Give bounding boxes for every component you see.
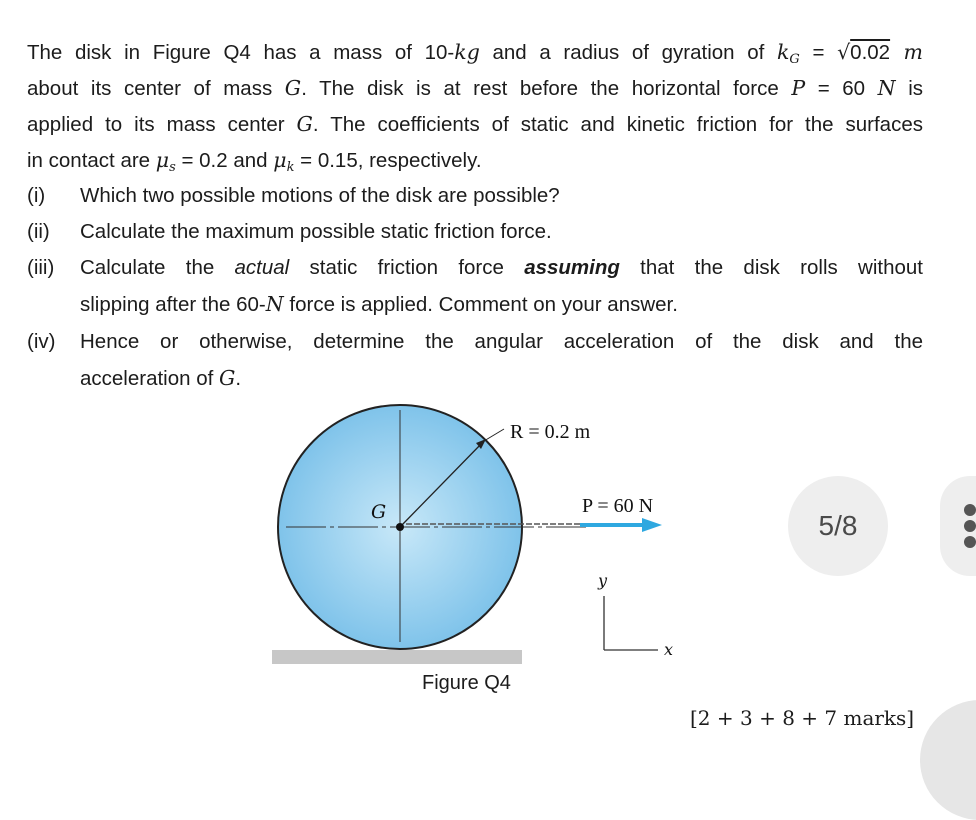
problem-line-2: about its center of mass G. The disk is at rest before the horizontal force P = 60 N is xyxy=(27,76,924,100)
figure-q4 xyxy=(258,396,698,706)
figure-caption: Figure Q4 xyxy=(422,672,511,694)
x-axis-label: x xyxy=(664,640,674,659)
ground-surface xyxy=(272,650,522,664)
problem-statement xyxy=(27,34,923,178)
center-of-mass-point xyxy=(396,523,404,531)
more-dots-icon[interactable] xyxy=(940,476,976,576)
radius-label: R = 0.2 m xyxy=(510,421,591,443)
problem-line-1: The disk in Figure Q4 has a mass of 10-kg and a radius of gyration of $k_G = √0.02$ m xyxy=(27,40,923,67)
dot xyxy=(964,520,976,532)
y-axis-label: y xyxy=(598,571,608,590)
dot xyxy=(964,536,976,548)
page-indicator: 5/8 xyxy=(788,476,888,576)
problem-line-4: in contact are $\mu_s = 0.2$ and $\mu_k = 0.15$, respectively. xyxy=(27,148,482,175)
problem-line-3: applied to its mass center G. The coefficients of static and kinetic friction for the surfaces xyxy=(27,112,923,136)
dot xyxy=(964,504,976,516)
marks-allocation: [2 + 3 + 8 + 7 marks] xyxy=(690,706,915,730)
corner-overlay xyxy=(920,700,976,820)
force-arrowhead xyxy=(642,518,662,532)
radius-leader xyxy=(484,429,504,441)
force-label: P = 60 N xyxy=(582,495,654,517)
center-label-G: G xyxy=(371,501,387,523)
